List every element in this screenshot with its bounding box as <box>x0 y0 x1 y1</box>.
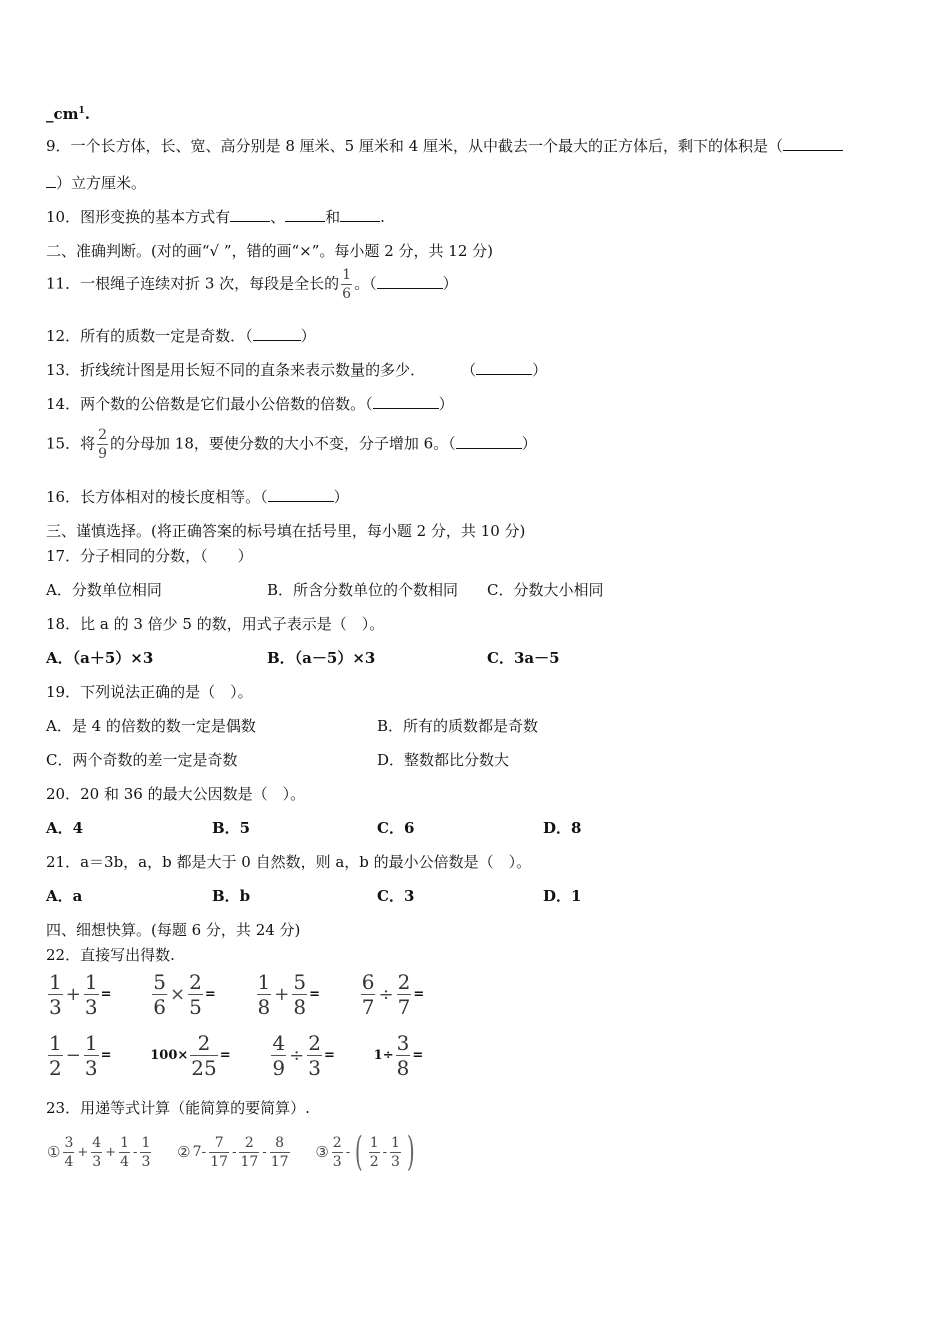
expr-1-3: $\frac{1}{8}$ + $\frac{5}{8}$ = <box>257 970 320 1019</box>
q17-option-c: C．分数大小相同 <box>487 581 604 599</box>
expr-2-3: $\frac{4}{9}$ ÷ $\frac{2}{3}$ = <box>272 1031 335 1080</box>
q18-option-a: A．（a＋5）×3 <box>46 649 154 667</box>
question-12: 12．所有的质数一定是奇数．（ ） <box>46 327 316 345</box>
math-row-1 <box>46 972 458 1017</box>
q20-option-a: A．4 <box>46 819 84 837</box>
question-16: 16．长方体相对的棱长度相等。（ ） <box>46 488 349 506</box>
fraction-two-ninths: $\frac{2}{9}$ <box>98 427 108 462</box>
q19-option-b: B．所有的质数都是奇数 <box>377 717 539 735</box>
q23-expr-1: ① $\frac{3}{4}$ + $\frac{4}{3}$ + $\frac{1}{4}$ - $\frac{1}{3}$ <box>47 1134 151 1170</box>
question-15: 15．将 $\frac{2}{9}$ 的分母加 18，要使分数的大小不变，分子增加 6。（ ） <box>46 427 537 462</box>
q17-option-a: A．分数单位相同 <box>46 581 162 599</box>
section-3-heading: 三、谨慎选择。(将正确答案的标号填在括号里，每小题 2 分，共 10 分) <box>46 522 526 540</box>
question-23: 23．用递等式计算（能简算的要简算）. <box>46 1099 310 1117</box>
question-9-cont: ）立方厘米。 <box>46 173 146 193</box>
q19-option-d: D．整数都比分数大 <box>377 751 510 769</box>
q19-option-c: C．两个奇数的差一定是奇数 <box>46 751 238 769</box>
q20-option-d: D．8 <box>543 819 582 837</box>
question-19: 19．下列说法正确的是（ ）。 <box>46 683 253 701</box>
question-17: 17．分子相同的分数，（ ） <box>46 547 253 565</box>
question-20: 20．20 和 36 的最大公因数是（ ）。 <box>46 785 306 803</box>
question-21: 21．a＝3b，a，b 都是大于 0 自然数，则 a，b 的最小公倍数是（ ）。 <box>46 853 532 871</box>
q21-option-b: B．b <box>212 887 251 905</box>
section-4-heading: 四、细想快算。(每题 6 分，共 24 分) <box>46 921 301 939</box>
unit-cm: $\_cm^1$. <box>46 105 91 123</box>
expr-1-1: $\frac{1}{3}$ + $\frac{1}{3}$ = <box>49 970 112 1019</box>
q20-option-b: B．5 <box>212 819 251 837</box>
question-14: 14．两个数的公倍数是它们最小公倍数的倍数。（ ） <box>46 395 454 413</box>
q21-option-d: D．1 <box>543 887 582 905</box>
expr-1-2: $\frac{5}{6}$ × $\frac{2}{5}$ = <box>153 970 216 1019</box>
q23-expressions <box>46 1129 453 1175</box>
q20-option-c: C．6 <box>377 819 415 837</box>
question-13: 13．折线统计图是用长短不同的直条来表示数量的多少． （ ） <box>46 361 548 379</box>
q23-expr-3: ③ $\frac{2}{3}$ - ( $\frac{1}{2}$ - $\frac{1}{3}$ ) <box>315 1129 415 1175</box>
question-10: 10．图形变换的基本方式有 、 和 . <box>46 208 385 226</box>
expr-2-1: $\frac{1}{2}$ − $\frac{1}{3}$ = <box>49 1031 112 1080</box>
section-2-heading: 二、准确判断。(对的画“√ ”，错的画“×”。每小题 2 分，共 12 分) <box>46 242 493 260</box>
question-22: 22．直接写出得数. <box>46 946 175 964</box>
fraction-one-sixth: $\frac{1}{6}$ <box>342 267 352 302</box>
expr-1-4: $\frac{6}{7}$ ÷ $\frac{2}{7}$ = <box>361 970 425 1019</box>
question-11: 11．一根绳子连续对折 3 次，每段是全长的 $\frac{1}{6}$ 。（ ） <box>46 267 458 302</box>
q21-option-a: A．a <box>46 887 83 905</box>
question-9: 9．一个长方体，长、宽、高分别是 8 厘米、5 厘米和 4 厘米，从中截去一个最大的正方体后，剩下的体积是（ <box>46 136 843 156</box>
q17-option-b: B．所含分数单位的个数相同 <box>267 581 459 599</box>
q18-option-c: C．3a－5 <box>487 649 560 667</box>
q18-option-b: B．（a－5）×3 <box>267 649 376 667</box>
q21-option-c: C．3 <box>377 887 415 905</box>
expr-2-4: 1÷ $\frac{3}{8}$ = <box>373 1031 424 1080</box>
q19-option-a: A．是 4 的倍数的数一定是偶数 <box>46 717 256 735</box>
expr-2-2: 100× $\frac{2}{25}$ = <box>150 1031 231 1080</box>
math-row-2 <box>46 1033 457 1078</box>
question-18: 18．比 a 的 3 倍少 5 的数，用式子表示是（ ）。 <box>46 615 385 633</box>
q23-expr-2: ② 7- $\frac{7}{17}$ - $\frac{2}{17}$ - $\frac{8}{17}$ <box>177 1134 289 1170</box>
